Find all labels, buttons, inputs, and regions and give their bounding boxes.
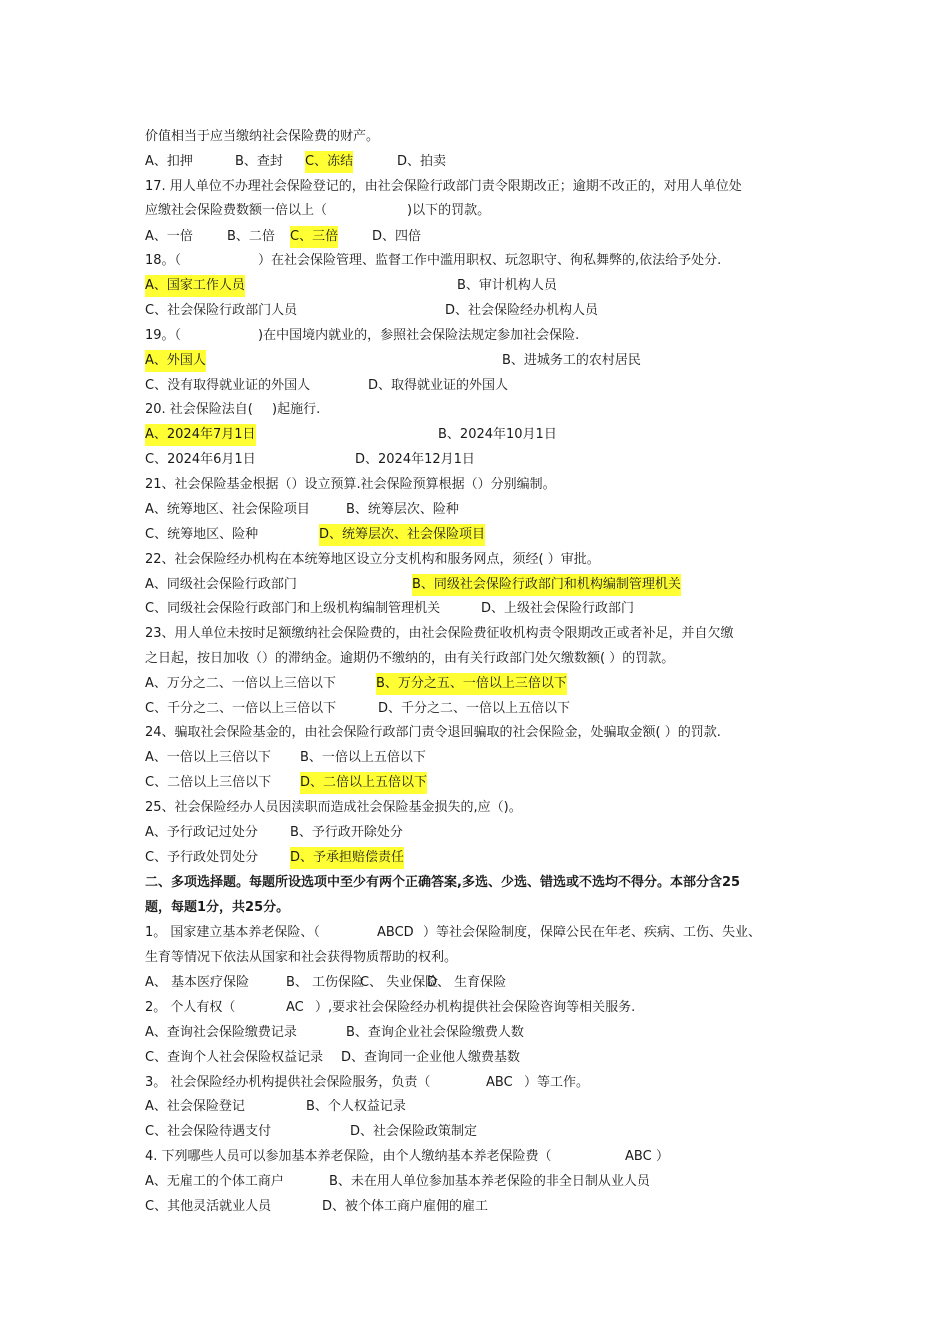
text-segment: ）,要求社会保险经办机构提供社会保险咨询等相关服务. (315, 1000, 636, 1015)
text-segment: 23、用人单位未按时足额缴纳社会保险费的，由社会保险费征收机构责令限期改正或者补足，并自欠缴 (145, 626, 734, 641)
text-segment: 之日起，按日加收（）的滞纳金。逾期仍不缴纳的，由有关行政部门处欠缴数额( ）的罚款。 (145, 651, 675, 666)
text-segment: 4. 下列哪些人员可以参加基本养老保险，由个人缴纳基本养老保险费（ (145, 1149, 552, 1164)
text-segment: A、同级社会保险行政部门 (145, 577, 297, 592)
text-segment: C、2024年6月1日 (145, 452, 256, 467)
text-segment: B、 工伤保险 (286, 975, 365, 990)
text-segment: C、没有取得就业证的外国人 (145, 378, 311, 393)
text-segment: 题，每题1分，共25分。 (145, 900, 290, 915)
text-segment: C、同级社会保险行政部门和上级机构编制管理机关 (145, 601, 441, 616)
text-segment: ） (656, 1149, 670, 1164)
highlighted-answer: B、同级社会保险行政部门和机构编制管理机关 (412, 574, 681, 596)
text-segment: B、个人权益记录 (306, 1099, 406, 1114)
text-segment: C、社会保险待遇支付 (145, 1124, 272, 1139)
text-segment: 24、骗取社会保险基金的，由社会保险行政部门责令退回骗取的社会保险金，处骗取金额( ）的罚款. (145, 725, 721, 740)
text-segment: A、扣押 (145, 154, 193, 169)
text-segment: )以下的罚款。 (407, 203, 491, 218)
text-segment: ）在社会保险管理、监督工作中滥用职权、玩忽职守、徇私舞弊的,依法给予处分. (258, 253, 722, 268)
text-segment: B、审计机构人员 (457, 278, 557, 293)
highlighted-answer: D、统筹层次、社会保险项目 (319, 524, 485, 546)
text-segment: D、社会保险政策制定 (350, 1124, 478, 1139)
text-segment: A、社会保险登记 (145, 1099, 245, 1114)
text-segment: D、查询同一企业他人缴费基数 (341, 1050, 521, 1065)
text-segment: A、查询社会保险缴费记录 (145, 1025, 297, 1040)
text-segment: A、统筹地区、社会保险项目 (145, 502, 310, 517)
text-segment: B、查询企业社会保险缴费人数 (346, 1025, 524, 1040)
text-segment: 应缴社会保险费数额一倍以上（ (145, 203, 328, 218)
text-segment: 价值相当于应当缴纳社会保险费的财产。 (145, 129, 380, 144)
text-segment: B、统筹层次、险种 (346, 502, 459, 517)
text-segment: A、无雇工的个体工商户 (145, 1174, 284, 1189)
text-segment: A、一倍以上三倍以下 (145, 750, 271, 765)
text-segment: 21、社会保险基金根据（）设立预算.社会保险预算根据（）分别编制。 (145, 477, 556, 492)
text-segment: )在中国境内就业的，参照社会保险法规定参加社会保险. (258, 328, 580, 343)
text-segment: 18。（ (145, 253, 182, 268)
text-segment: A、 基本医疗保险 (145, 975, 250, 990)
text-segment: ABC (625, 1149, 652, 1164)
text-segment: B、一倍以上五倍以下 (300, 750, 426, 765)
text-segment: 25、社会保险经办人员因渎职而造成社会保险基金损失的,应（)。 (145, 800, 522, 815)
text-segment: D、四倍 (372, 229, 422, 244)
text-segment: D、2024年12月1日 (355, 452, 475, 467)
text-segment: )起施行. (272, 402, 321, 417)
text-segment: A、予行政记过处分 (145, 825, 258, 840)
text-segment: ）等工作。 (524, 1075, 590, 1090)
text-segment: 19。（ (145, 328, 182, 343)
text-segment: D、被个体工商户雇佣的雇工 (322, 1199, 489, 1214)
text-segment: 二、多项选择题。每题所设选项中至少有两个正确答案,多选、少选、错选或不选均不得分。本部分含25 (145, 875, 741, 890)
text-segment: C、予行政处罚处分 (145, 850, 259, 865)
text-segment: 22、社会保险经办机构在本统筹地区设立分支机构和服务网点，须经( ）审批。 (145, 552, 600, 567)
text-segment: D、取得就业证的外国人 (368, 378, 509, 393)
text-segment: C、二倍以上三倍以下 (145, 775, 272, 790)
text-segment: C、 失业保险 (360, 975, 439, 990)
text-segment: B、2024年10月1日 (438, 427, 557, 442)
text-segment: 3。 社会保险经办机构提供社会保险服务，负责（ (145, 1075, 431, 1090)
text-segment: B、二倍 (227, 229, 275, 244)
text-segment: C、社会保险行政部门人员 (145, 303, 298, 318)
highlighted-answer: A、2024年7月1日 (145, 424, 256, 446)
text-segment: 2。 个人有权（ (145, 1000, 236, 1015)
text-segment: B、查封 (235, 154, 283, 169)
text-segment: D、上级社会保险行政部门 (481, 601, 635, 616)
highlighted-answer: A、外国人 (145, 350, 206, 372)
text-segment: 1。 国家建立基本养老保险、（ (145, 925, 320, 940)
text-segment: D、社会保险经办机构人员 (445, 303, 599, 318)
text-segment: D、千分之二、一倍以上五倍以下 (378, 701, 571, 716)
text-segment: ）等社会保险制度，保障公民在年老、疾病、工伤、失业、 (423, 925, 762, 940)
highlighted-answer: C、三倍 (290, 226, 338, 248)
text-segment: ABC (486, 1075, 513, 1090)
text-segment: D、拍卖 (397, 154, 447, 169)
text-segment: A、万分之二、一倍以上三倍以下 (145, 676, 336, 691)
text-segment: D、 生育保险 (427, 975, 507, 990)
highlighted-answer: B、万分之五、一倍以上三倍以下 (376, 673, 567, 695)
highlighted-answer: D、予承担赔偿责任 (290, 847, 404, 869)
text-segment: B、予行政开除处分 (290, 825, 403, 840)
text-segment: 17. 用人单位不办理社会保险登记的，由社会保险行政部门责令限期改正；逾期不改正的，对用人单位处 (145, 179, 742, 194)
text-segment: B、进城务工的农村居民 (502, 353, 641, 368)
text-segment: C、其他灵活就业人员 (145, 1199, 272, 1214)
text-segment: 20. 社会保险法自( (145, 402, 253, 417)
text-segment: A、一倍 (145, 229, 193, 244)
text-segment: AC (286, 1000, 304, 1015)
text-segment: 生育等情况下依法从国家和社会获得物质帮助的权利。 (145, 950, 458, 965)
highlighted-answer: C、冻结 (305, 151, 353, 173)
text-segment: C、查询个人社会保险权益记录 (145, 1050, 324, 1065)
highlighted-answer: A、国家工作人员 (145, 275, 245, 297)
text-segment: C、统筹地区、险种 (145, 527, 259, 542)
text-segment: ABCD (377, 925, 414, 940)
text-segment: B、未在用人单位参加基本养老保险的非全日制从业人员 (329, 1174, 650, 1189)
highlighted-answer: D、二倍以上五倍以下 (300, 772, 427, 794)
text-segment: C、千分之二、一倍以上三倍以下 (145, 701, 337, 716)
